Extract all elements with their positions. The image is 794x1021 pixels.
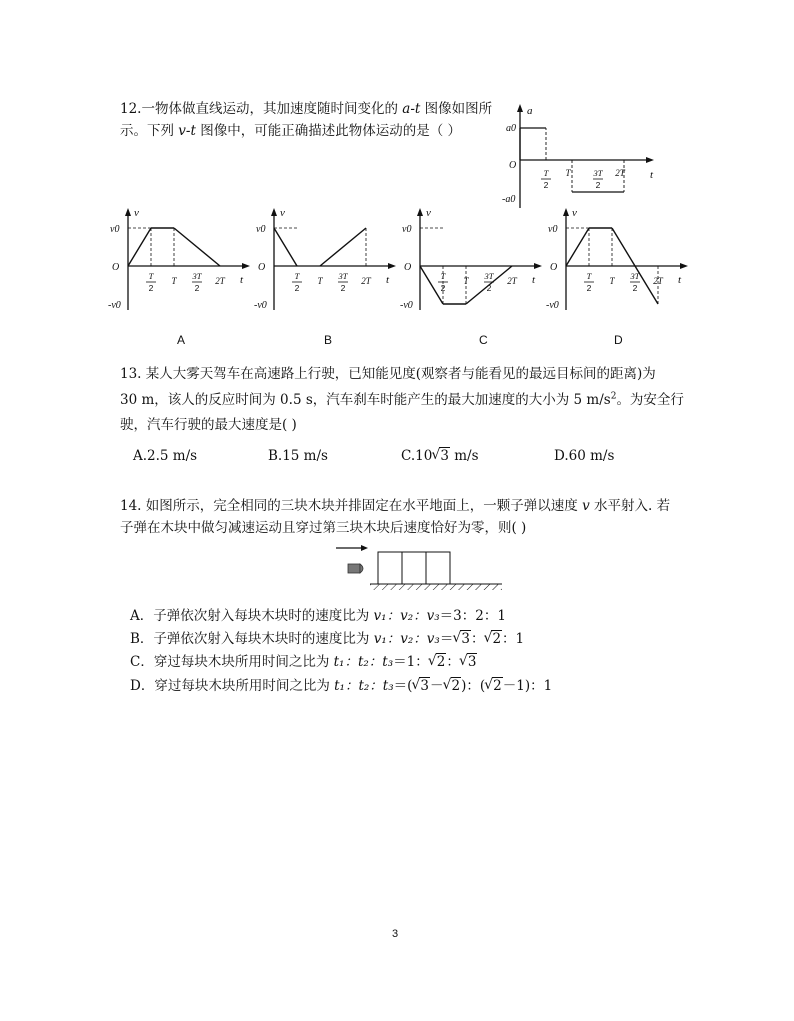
ground	[370, 584, 502, 590]
vt-tick-1-numerator: T	[148, 271, 154, 281]
sqrt-sign	[460, 654, 478, 670]
vt-tick-1-numerator: T	[294, 271, 300, 281]
vt-tick-3-denominator: 2	[632, 283, 638, 293]
radicand: 2	[493, 678, 502, 694]
q14-opt-d-mid: )：(	[461, 678, 486, 694]
vt-tick-labels	[146, 271, 226, 293]
vt-tick-2: T	[463, 276, 469, 286]
vt-tick-4: 2T	[361, 276, 371, 286]
q14-option-b	[130, 627, 524, 647]
bullet-icon	[348, 564, 363, 573]
vt-v0-label: v0	[256, 224, 266, 235]
vt-tick-3	[484, 271, 495, 293]
q14-opt-d-eq: ＝(	[393, 678, 413, 694]
vt-axes	[125, 208, 250, 310]
vt-tick-1-numerator: T	[586, 271, 592, 281]
q14-opt-c-math: t₁：t₂：t₃	[333, 654, 394, 670]
vt-tick-labels	[438, 271, 518, 293]
option-D-vt-graph	[548, 206, 698, 316]
vt-axes	[271, 208, 396, 310]
vt-tick-1-denominator: 2	[586, 283, 592, 293]
sqrt-sign	[412, 678, 430, 694]
q14-opt-d-a: D．穿过每块木块所用时间之比为	[130, 678, 335, 694]
q12-text-a: 12.一物体做直线运动，其加速度随时间变化的	[120, 101, 403, 117]
radicand: 2	[436, 654, 446, 670]
at-a0-label: a0	[506, 123, 516, 134]
vt-tick-2: T	[171, 276, 177, 286]
vt-axes	[417, 208, 542, 310]
vt-v0-label: v0	[548, 224, 558, 235]
q13-line2	[120, 388, 684, 408]
q13-opt-c-b: m/s	[449, 448, 479, 464]
option-A-vt-graph	[110, 206, 260, 316]
sqrt-sign	[432, 448, 450, 464]
q14-option-c	[130, 650, 477, 670]
vt-y-label: v	[572, 207, 577, 219]
vt-tick-labels	[584, 271, 664, 293]
q14-v-symbol: v	[582, 498, 590, 514]
q14-opt-d-end: －1)：1	[502, 678, 553, 694]
vt-tick-1	[292, 271, 302, 293]
option-D-label: D	[614, 333, 623, 347]
q13-exponent: 2	[610, 391, 617, 402]
at-segment-1	[520, 128, 546, 160]
wood-block-1	[378, 552, 402, 584]
vt-tick-labels	[292, 271, 372, 293]
radicand: 3	[420, 678, 430, 694]
vt-tick-4: 2T	[653, 276, 663, 286]
q12-at-graph	[500, 100, 670, 212]
vt-tick-2: T	[609, 276, 615, 286]
at-tick-labels	[541, 168, 626, 190]
q12-vt-term: v-t	[178, 123, 196, 139]
vt-tick-1	[584, 271, 594, 293]
q12-text-c: 示。下列	[120, 123, 179, 139]
vt-tick-2: T	[317, 276, 323, 286]
vt-tick-4: 2T	[507, 276, 517, 286]
q14-opt-a-math: v₁：v₂：v₃	[373, 608, 440, 624]
vt-tick-3-denominator: 2	[486, 283, 492, 293]
q14-opt-b-eq: ＝	[439, 631, 454, 647]
vt-curve-segment	[566, 228, 589, 266]
q13-line3: 驶，汽车行驶的最大速度是( )	[120, 417, 297, 433]
vt-origin-label: O	[258, 262, 266, 273]
q13-option-c	[401, 448, 479, 464]
at-origin-label: O	[509, 160, 517, 171]
option-A-label: A	[177, 333, 186, 347]
vt-y-label: v	[280, 207, 285, 219]
q12-at-term: a-t	[402, 101, 421, 117]
radicand: 3	[467, 654, 477, 670]
q14-opt-a-b: ＝3：2：1	[439, 608, 506, 624]
q14-option-d	[130, 674, 552, 694]
vt-tick-4: 2T	[215, 276, 225, 286]
vt-guides	[274, 228, 366, 266]
vt-axes	[563, 208, 688, 310]
velocity-arrow	[336, 545, 368, 551]
wood-block-2	[402, 552, 426, 584]
vt-tick-1-denominator: 2	[148, 283, 154, 293]
q14-line1	[120, 494, 670, 514]
vt-neg-v0-label: -v0	[400, 300, 413, 311]
q12-text-b: 图像如图所	[420, 101, 493, 117]
at-tick-3-numerator: 3T	[593, 168, 603, 178]
vt-tick-3	[192, 271, 203, 293]
q14-opt-d-minus: －	[430, 678, 444, 694]
q12-text-d: 图像中，可能正确描述此物体运动的是（ ）	[195, 123, 462, 139]
at-tick-1-denominator: 2	[543, 180, 549, 190]
vt-curve-segment	[320, 228, 366, 266]
vt-origin-label: O	[550, 262, 558, 273]
at-neg-a0-label: -a0	[502, 194, 516, 205]
radicand: 2	[451, 678, 461, 694]
option-B-vt-graph	[256, 206, 406, 316]
vt-neg-v0-label: -v0	[254, 300, 267, 311]
option-B-label: B	[324, 333, 333, 347]
sqrt-sign	[444, 678, 462, 694]
q14-opt-c-sep: ：	[446, 654, 460, 670]
vt-tick-1-denominator: 2	[440, 283, 446, 293]
q13-option-a: A.2.5 m/s	[133, 448, 198, 464]
at-tick-2: T	[565, 168, 571, 178]
q13-option-b: B.15 m/s	[268, 448, 328, 464]
at-y-label: a	[527, 105, 533, 117]
q13-line1: 13. 某人大雾天驾车在高速路上行驶，已知能见度(观察者与能看见的最远目标间的距离)为	[120, 366, 656, 382]
at-tick-3	[593, 168, 604, 190]
vt-v0-label: v0	[110, 224, 120, 235]
vt-curve-segment	[174, 228, 220, 266]
bullet-blocks-diagram	[330, 540, 510, 592]
q14-text-a: 14. 如图所示，完全相同的三块木块并排固定在水平地面上，一颗子弹以速度	[120, 498, 583, 514]
vt-tick-1-denominator: 2	[294, 283, 300, 293]
at-tick-4: 2T	[615, 168, 625, 178]
vt-origin-label: O	[112, 262, 120, 273]
radicand: 2	[492, 631, 502, 647]
q14-opt-a-a: A．子弹依次射入每块木块时的速度比为	[130, 608, 374, 624]
q14-opt-b-math: v₁：v₂：v₃	[373, 631, 440, 647]
vt-tick-3-numerator: 3T	[338, 271, 348, 281]
vt-curve-segment	[420, 266, 443, 304]
vt-neg-v0-label: -v0	[108, 300, 121, 311]
vt-v0-label: v0	[402, 224, 412, 235]
q14-line2: 子弹在木块中做匀减速运动且穿过第三块木块后速度恰好为零，则( )	[120, 520, 527, 536]
q13-option-d: D.60 m/s	[554, 448, 615, 464]
sqrt-sign	[484, 631, 502, 647]
vt-origin-label: O	[404, 262, 412, 273]
radicand: 3	[461, 631, 470, 647]
vt-tick-1-numerator: T	[440, 271, 446, 281]
vt-guides	[128, 228, 174, 266]
q14-opt-b-sep: ：	[470, 631, 485, 647]
vt-x-label: t	[386, 274, 390, 286]
vt-tick-1	[438, 271, 448, 293]
vt-tick-3-numerator: 3T	[192, 271, 202, 281]
vt-tick-3	[630, 271, 641, 293]
q12-line2	[120, 119, 461, 139]
q13-text-a: 30 m，该人的反应时间为 0.5 s，汽车刹车时能产生的最大加速度的大小为 5 m/s	[120, 392, 611, 408]
at-tick-3-denominator: 2	[595, 180, 601, 190]
vt-x-label: t	[532, 274, 536, 286]
sqrt-sign	[453, 631, 471, 647]
radicand: 3	[440, 448, 449, 464]
at-x-label: t	[650, 169, 654, 181]
option-C-label: C	[479, 333, 488, 347]
at-tick-1-numerator: T	[543, 168, 549, 178]
option-C-vt-graph	[402, 206, 552, 316]
sqrt-sign	[485, 678, 503, 694]
vt-curve-segment	[274, 228, 297, 266]
q13-text-b: 。为安全行	[616, 392, 684, 408]
wood-block-3	[426, 552, 450, 584]
vt-x-label: t	[240, 274, 244, 286]
vt-y-label: v	[426, 207, 431, 219]
q14-option-a	[130, 604, 506, 624]
vt-tick-3-numerator: 3T	[484, 271, 494, 281]
page-number: 3	[392, 928, 399, 940]
at-tick-1	[541, 168, 551, 190]
vt-x-label: t	[678, 274, 682, 286]
vt-tick-3-denominator: 2	[194, 283, 200, 293]
vt-tick-3-numerator: 3T	[630, 271, 640, 281]
sqrt-sign	[429, 654, 447, 670]
q14-opt-b-a: B．子弹依次射入每块木块时的速度比为	[130, 631, 374, 647]
vt-tick-3-denominator: 2	[340, 283, 346, 293]
vt-tick-1	[146, 271, 156, 293]
q12-line1	[120, 97, 492, 117]
vt-curve-segment	[128, 228, 151, 266]
vt-tick-3	[338, 271, 349, 293]
q13-opt-c-a: C.10	[401, 448, 433, 464]
q14-opt-c-a: C．穿过每块木块所用时间之比为	[130, 654, 334, 670]
q14-opt-d-math: t₁：t₂：t₃	[334, 678, 394, 694]
vt-y-label: v	[134, 207, 139, 219]
q14-text-b: 水平射入. 若	[589, 498, 671, 514]
q14-opt-b-end: ：1	[502, 631, 525, 647]
vt-neg-v0-label: -v0	[546, 300, 559, 311]
q14-opt-c-eq: ＝1：	[393, 654, 429, 670]
